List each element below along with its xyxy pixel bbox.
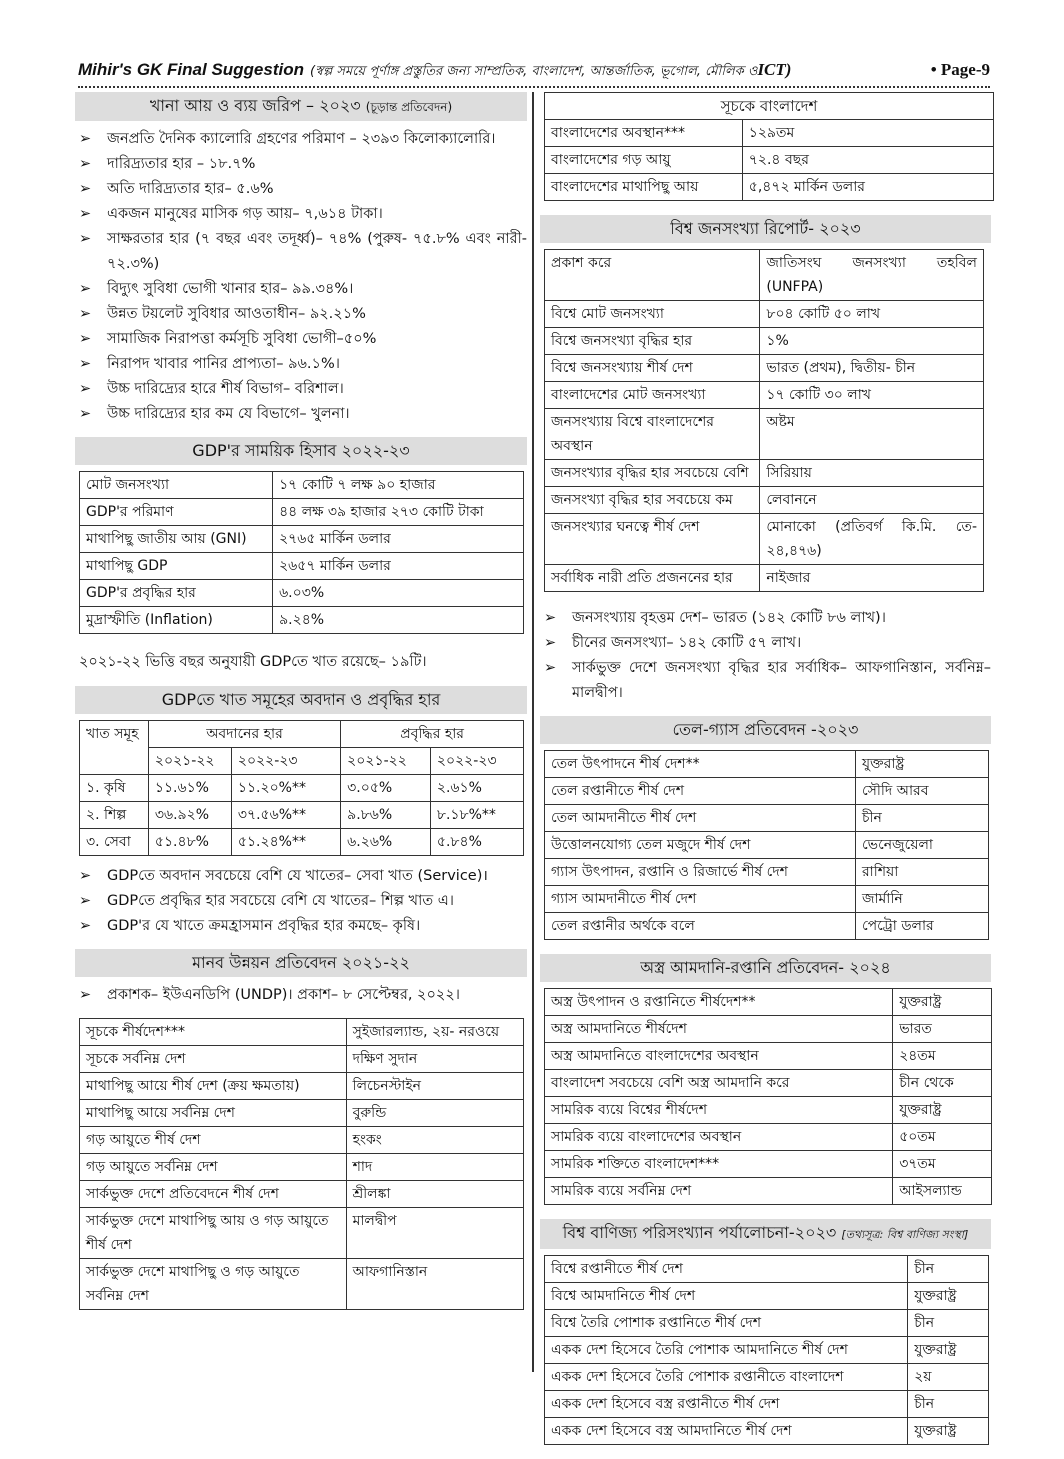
table-cell: প্রকাশ করে (545, 250, 760, 301)
table-cell: মাথাপিছু GDP (80, 553, 273, 580)
table-cell: লিচেনস্টাইন (346, 1073, 523, 1100)
data-table (544, 750, 989, 940)
section-header (540, 716, 991, 744)
section-subtitle: (চূড়ান্ত প্রতিবেদন) (365, 100, 453, 114)
table-row (80, 1259, 524, 1310)
table-row (80, 607, 524, 634)
table-cell: আফগানিস্তান (346, 1259, 523, 1310)
section-header (540, 215, 991, 243)
table-cell: ১২৯তম (742, 120, 993, 147)
table-row (80, 775, 524, 802)
list-item-text: GDP'র যে খাতে ক্রমহ্রাসমান প্রবৃদ্ধির হার কমছে– কৃষি। (107, 918, 421, 934)
table-row (545, 1391, 989, 1418)
section-title: GDPতে খাত সমূহের অবদান ও প্রবৃদ্ধির হার (161, 690, 441, 709)
arrowhead-right-icon: ➢ (544, 660, 557, 676)
table-caption-row (545, 93, 994, 120)
table-cell: জনসংখ্যার বৃদ্ধির হার সবচেয়ে বেশি (545, 460, 760, 487)
bullet-list (75, 864, 527, 939)
table-cell: যুক্তরাষ্ট্র (908, 1418, 989, 1445)
table-row (545, 250, 984, 301)
list-item-text: অতি দারিদ্র্যতার হার– ৫.৬% (107, 181, 274, 197)
table-row (545, 565, 984, 592)
table-cell: মুদ্রাস্ফীতি (Inflation) (80, 607, 273, 634)
list-item-text: GDPতে প্রবৃদ্ধির হার সবচেয়ে বেশি যে খাতের– শিল্প খাত এ। (107, 893, 454, 909)
table-row (545, 1043, 992, 1070)
table-cell: ৯.৮৬% (341, 802, 431, 829)
arrowhead-right-icon: ➢ (79, 381, 92, 397)
data-table (544, 92, 994, 201)
table-row (545, 805, 989, 832)
table-row (545, 989, 992, 1016)
list-item (75, 914, 527, 939)
table-cell: উত্তোলনযোগ্য তেল মজুদে শীর্ষ দেশ (545, 832, 856, 859)
table-row (545, 174, 994, 201)
table-row (80, 553, 524, 580)
list-item (75, 202, 527, 227)
column-header-sector: খাত সমূহ (80, 721, 149, 775)
table-cell: যুক্তরাষ্ট্র (908, 1337, 989, 1364)
table-cell: ২.৬১% (430, 775, 523, 802)
table-cell: বাংলাদেশের মাথাপিছু আয় (545, 174, 743, 201)
table-row (545, 1016, 992, 1043)
table-cell: দক্ষিণ সুদান (346, 1046, 523, 1073)
right-column (540, 92, 991, 1459)
arrowhead-right-icon: ➢ (79, 231, 92, 247)
list-item-text: নিরাপদ খাবার পানির প্রাপ্যতা– ৯৬.১%। (107, 356, 340, 372)
table-cell: নাইজার (760, 565, 984, 592)
table-row (545, 913, 989, 940)
arrowhead-right-icon: ➢ (79, 918, 92, 934)
table-cell: সার্কভুক্ত দেশে মাথাপিছু ও গড় আয়ুতে সর্বনিম্ন দেশ (80, 1259, 347, 1310)
arrowhead-right-icon: ➢ (79, 306, 92, 322)
table-cell: রাশিয়া (855, 859, 988, 886)
table-row (545, 1364, 989, 1391)
table-cell: জার্মানি (855, 886, 988, 913)
table-cell: গ্যাস উৎপাদন, রপ্তানি ও রিজার্ভে শীর্ষ দেশ (545, 859, 856, 886)
table-cell: ৩.০৫% (341, 775, 431, 802)
table-cell: ৬.০৩% (273, 580, 524, 607)
page-header (78, 60, 990, 86)
table-row (80, 580, 524, 607)
table-cell: চীন (908, 1310, 989, 1337)
list-item (540, 606, 991, 631)
list-item (75, 127, 527, 152)
table-cell: লেবাননে (760, 487, 984, 514)
table-cell: একক দেশ হিসেবে বস্ত্র রপ্তানীতে শীর্ষ দেশ (545, 1391, 908, 1418)
section-title: বিশ্ব জনসংখ্যা রিপোর্ট- ২০২৩ (670, 219, 861, 238)
table-row (80, 526, 524, 553)
table-row (545, 355, 984, 382)
column-header-year: ২০২১-২২ (341, 748, 431, 775)
table-cell: সূচকে সর্বনিম্ন দেশ (80, 1046, 347, 1073)
table-cell: সামরিক ব্যয়ে বাংলাদেশের অবস্থান (545, 1124, 893, 1151)
column-header-year: ২০২২-২৩ (231, 748, 340, 775)
table-cell: সুইজারল্যান্ড, ২য়- নরওয়ে (346, 1019, 523, 1046)
table-row (545, 487, 984, 514)
arrowhead-right-icon: ➢ (79, 356, 92, 372)
column-header-year: ২০২২-২৩ (430, 748, 523, 775)
table-row (80, 1046, 524, 1073)
list-item-text: চীনের জনসংখ্যা– ১৪২ কোটি ৫৭ লাখ। (572, 635, 802, 651)
table-row (545, 1124, 992, 1151)
list-item-text: সামাজিক নিরাপত্তা কর্মসূচি সুবিধা ভোগী–৫০% (107, 331, 377, 347)
data-table (544, 988, 992, 1205)
table-cell: গড় আয়ুতে শীর্ষ দেশ (80, 1127, 347, 1154)
arrowhead-right-icon: ➢ (79, 331, 92, 347)
column-header-growth: প্রবৃদ্ধির হার (341, 721, 524, 748)
table-cell: বিশ্বে মোট জনসংখ্যা (545, 301, 760, 328)
table-cell: সিরিয়ায় (760, 460, 984, 487)
table-cell: ২৪তম (893, 1043, 992, 1070)
table-row (80, 1208, 524, 1259)
table-cell: ৬.২৬% (341, 829, 431, 856)
table-row (545, 886, 989, 913)
table-cell: ৯.২৪% (273, 607, 524, 634)
data-table (79, 1018, 524, 1310)
table-cell: জনসংখ্যার ঘনত্বে শীর্ষ দেশ (545, 514, 760, 565)
table-cell: বিশ্বে রপ্তানীতে শীর্ষ দেশ (545, 1256, 908, 1283)
section-header (75, 949, 527, 977)
list-item-text: GDPতে অবদান সবচেয়ে বেশি যে খাতের– সেবা খাত (Service)। (107, 868, 488, 884)
table-cell: গড় আয়ুতে সর্বনিম্ন দেশ (80, 1154, 347, 1181)
table-cell: ২৭৬৫ মার্কিন ডলার (273, 526, 524, 553)
list-item (75, 352, 527, 377)
table-cell: জনসংখ্যায় বিশ্বে বাংলাদেশের অবস্থান (545, 409, 760, 460)
table-cell: ১১.৬১% (148, 775, 231, 802)
table-row (545, 1256, 989, 1283)
list-item (75, 277, 527, 302)
table-cell: ৫১.২৪%** (231, 829, 340, 856)
table-cell: ২৬৫৭ মার্কিন ডলার (273, 553, 524, 580)
table-row (545, 1337, 989, 1364)
table-header-row (80, 721, 524, 748)
section-title: বিশ্ব বাণিজ্য পরিসংখ্যান পর্যালোচনা-২০২৩ (562, 1223, 837, 1242)
list-item-text: উচ্চ দারিদ্র্যের হারে শীর্ষ বিভাগ– বরিশাল। (107, 381, 344, 397)
arrowhead-right-icon: ➢ (79, 281, 92, 297)
list-item (75, 864, 527, 889)
table-cell: বুরুন্ডি (346, 1100, 523, 1127)
table-cell: বিশ্বে জনসংখ্যা বৃদ্ধির হার (545, 328, 760, 355)
table-cell: ৩৭.৫৬%** (231, 802, 340, 829)
table-cell: সর্বাধিক নারী প্রতি প্রজননের হার (545, 565, 760, 592)
table-cell: পেট্রো ডলার (855, 913, 988, 940)
table-cell: যুক্তরাষ্ট্র (855, 751, 988, 778)
table-row (545, 328, 984, 355)
data-table (544, 1255, 989, 1445)
list-item-text: জনপ্রতি দৈনিক ক্যালোরি গ্রহণের পরিমাণ – ২৩৯৩ কিলোক্যালোরি। (107, 131, 496, 147)
table-cell: মোট জনসংখ্যা (80, 472, 273, 499)
arrowhead-right-icon: ➢ (79, 893, 92, 909)
table-cell: যুক্তরাষ্ট্র (893, 1097, 992, 1124)
table-cell: সামরিক ব্যয়ে সর্বনিম্ন দেশ (545, 1178, 893, 1205)
table-row (545, 1070, 992, 1097)
table-row (545, 1283, 989, 1310)
section-header (540, 954, 991, 982)
table-cell: বাংলাদেশের গড় আয়ু (545, 147, 743, 174)
table-cell: ২. শিল্প (80, 802, 149, 829)
note-text: ২০২১-২২ ভিত্তি বছর অনুযায়ী GDPতে খাত রয়েছে– ১৯টি। (79, 654, 427, 670)
table-row (545, 1178, 992, 1205)
table-cell: যুক্তরাষ্ট্র (908, 1283, 989, 1310)
table-cell: বাংলাদেশ সবচেয়ে বেশি অস্ত্র আমদানি করে (545, 1070, 893, 1097)
table-cell: জাতিসংঘ জনসংখ্যা তহবিল (UNFPA) (760, 250, 984, 301)
table-cell: ৫১.৪৮% (148, 829, 231, 856)
table-cell: জনসংখ্যা বৃদ্ধির হার সবচেয়ে কম (545, 487, 760, 514)
table-cell: তেল রপ্তানীর অর্থকে বলে (545, 913, 856, 940)
section-header (540, 1219, 991, 1249)
table-row (545, 859, 989, 886)
table-cell: বাংলাদেশের অবস্থান*** (545, 120, 743, 147)
list-item-text: উন্নত টয়লেট সুবিধার আওতাধীন– ৯২.২১% (107, 306, 366, 322)
table-row (80, 1127, 524, 1154)
list-item-text: একজন মানুষের মাসিক গড় আয়– ৭,৬১৪ টাকা। (107, 206, 383, 222)
arrowhead-right-icon: ➢ (79, 156, 92, 172)
list-item (540, 631, 991, 656)
data-table (544, 249, 984, 592)
table-row (545, 751, 989, 778)
column-divider (532, 92, 534, 1372)
table-cell: ৩৭তম (893, 1151, 992, 1178)
list-item (75, 152, 527, 177)
table-row (545, 1151, 992, 1178)
sector-table (79, 720, 524, 856)
table-cell: ভারত (প্রথম), দ্বিতীয়- চীন (760, 355, 984, 382)
list-item (75, 377, 527, 402)
table-cell: একক দেশ হিসেবে তৈরি পোশাক রপ্তানীতে বাংলাদেশ (545, 1364, 908, 1391)
table-cell: শ্রীলঙ্কা (346, 1181, 523, 1208)
table-cell: তেল উৎপাদনে শীর্ষ দেশ** (545, 751, 856, 778)
arrowhead-right-icon: ➢ (79, 406, 92, 422)
bullet-list (75, 127, 527, 427)
table-cell: বাংলাদেশের মোট জনসংখ্যা (545, 382, 760, 409)
table-cell: অস্ত্র উৎপাদন ও রপ্তানিতে শীর্ষদেশ** (545, 989, 893, 1016)
section-source: [তথ্যসূত্র: বিশ্ব বাণিজ্য সংস্থা] (841, 1228, 969, 1241)
table-row (545, 1310, 989, 1337)
table-row (80, 1019, 524, 1046)
table-row (80, 1154, 524, 1181)
table-cell: আইসল্যান্ড (893, 1178, 992, 1205)
table-row (545, 147, 994, 174)
section-title: অস্ত্র আমদানি-রপ্তানি প্রতিবেদন- ২০২৪ (640, 958, 891, 977)
header-subtitle-ict: ICT) (757, 60, 792, 79)
table-row (80, 1181, 524, 1208)
table-cell: মাথাপিছু জাতীয় আয় (GNI) (80, 526, 273, 553)
table-row (545, 382, 984, 409)
table-row (80, 472, 524, 499)
list-item (540, 656, 991, 706)
table-cell: তেল রপ্তানীতে শীর্ষ দেশ (545, 778, 856, 805)
table-cell: সামরিক শক্তিতে বাংলাদেশ*** (545, 1151, 893, 1178)
table-cell: ২য় (908, 1364, 989, 1391)
table-row (545, 1097, 992, 1124)
section-header (75, 92, 527, 121)
list-item-text: বিদ্যুৎ সুবিধা ভোগী খানার হার– ৯৯.৩৪%। (107, 281, 354, 297)
table-cell: চীন (855, 805, 988, 832)
list-item-text: প্রকাশক– ইউএনডিপি (UNDP)। প্রকাশ– ৮ সেপ্টেম্বর, ২০২২। (107, 987, 460, 1003)
table-cell: মোনাকো (প্রতিবর্গ কি.মি. তে- ২৪,৪৭৬) (760, 514, 984, 565)
list-item (75, 177, 527, 202)
table-cell: ১% (760, 328, 984, 355)
arrowhead-right-icon: ➢ (79, 206, 92, 222)
list-item-text: জনসংখ্যায় বৃহত্তম দেশ– ভারত (১৪২ কোটি ৮৬ লাখ)। (572, 610, 886, 626)
table-row (80, 802, 524, 829)
list-item-text: উচ্চ দারিদ্র্যের হার কম যে বিভাগে– খুলনা। (107, 406, 350, 422)
table-cell: ৭২.৪ বছর (742, 147, 993, 174)
table-row (80, 1100, 524, 1127)
table-row (80, 499, 524, 526)
table-cell: শাদ (346, 1154, 523, 1181)
column-header-contribution: অবদানের হার (148, 721, 340, 748)
table-row (545, 778, 989, 805)
table-row (545, 120, 994, 147)
data-table (79, 471, 524, 634)
table-caption: সূচকে বাংলাদেশ (545, 93, 994, 120)
table-cell: বিশ্বে তৈরি পোশাক রপ্তানিতে শীর্ষ দেশ (545, 1310, 908, 1337)
section-title: মানব উন্নয়ন প্রতিবেদন ২০২১-২২ (192, 953, 410, 972)
section-title: তেল-গ্যাস প্রতিবেদন -২০২৩ (672, 720, 859, 739)
table-cell: GDP'র পরিমাণ (80, 499, 273, 526)
table-cell: ৪৪ লক্ষ ৩৯ হাজার ২৭৩ কোটি টাকা (273, 499, 524, 526)
table-cell: ৫,৪৭২ মার্কিন ডলার (742, 174, 993, 201)
table-cell: ৩. সেবা (80, 829, 149, 856)
table-cell: সামরিক ব্যয়ে বিশ্বের শীর্ষদেশ (545, 1097, 893, 1124)
table-cell: ৫.৮৪% (430, 829, 523, 856)
table-cell: মালদ্বীপ (346, 1208, 523, 1259)
section-header (75, 437, 527, 465)
page-number: • Page-9 (930, 60, 990, 79)
table-row (545, 460, 984, 487)
brand-title: Mihir's GK Final Suggestion (78, 60, 304, 79)
table-cell: হংকং (346, 1127, 523, 1154)
table-row (545, 832, 989, 859)
table-cell: চীন (908, 1256, 989, 1283)
left-column (75, 92, 527, 1324)
arrowhead-right-icon: ➢ (79, 131, 92, 147)
bullet-list (540, 606, 991, 706)
table-cell: সার্কভুক্ত দেশে প্রতিবেদনে শীর্ষ দেশ (80, 1181, 347, 1208)
section-header (75, 686, 527, 714)
table-cell: যুক্তরাষ্ট্র (893, 989, 992, 1016)
table-cell: সার্কভুক্ত দেশে মাথাপিছু আয় ও গড় আয়ুতে শীর্ষ দেশ (80, 1208, 347, 1259)
arrowhead-right-icon: ➢ (79, 868, 92, 884)
table-cell: সূচকে শীর্ষদেশ*** (80, 1019, 347, 1046)
table-cell: মাথাপিছু আয়ে সর্বনিম্ন দেশ (80, 1100, 347, 1127)
table-cell: ১১.২০%** (231, 775, 340, 802)
table-cell: ৩৬.৯২% (148, 802, 231, 829)
table-cell: চীন (908, 1391, 989, 1418)
arrowhead-right-icon: ➢ (544, 610, 557, 626)
table-cell: ৮০৪ কোটি ৫০ লাখ (760, 301, 984, 328)
table-cell: বিশ্বে জনসংখ্যায় শীর্ষ দেশ (545, 355, 760, 382)
table-cell: অস্ত্র আমদানিতে শীর্ষদেশ (545, 1016, 893, 1043)
table-cell: GDP'র প্রবৃদ্ধির হার (80, 580, 273, 607)
table-cell: অস্ত্র আমদানিতে বাংলাদেশের অবস্থান (545, 1043, 893, 1070)
list-item (75, 889, 527, 914)
table-cell: একক দেশ হিসেবে বস্ত্র আমদানিতে শীর্ষ দেশ (545, 1418, 908, 1445)
section-title: খানা আয় ও ব্যয় জরিপ – ২০২৩ (149, 96, 361, 115)
table-cell: একক দেশ হিসেবে তৈরি পোশাক আমদানিতে শীর্ষ দেশ (545, 1337, 908, 1364)
table-cell: সৌদি আরব (855, 778, 988, 805)
table-row (545, 409, 984, 460)
list-item (75, 983, 527, 1008)
list-item-text: দারিদ্র্যতার হার – ১৮.৭% (107, 156, 256, 172)
table-cell: মাথাপিছু আয়ে শীর্ষ দেশ (ক্রয় ক্ষমতায়) (80, 1073, 347, 1100)
list-item (75, 302, 527, 327)
column-header-year: ২০২১-২২ (148, 748, 231, 775)
list-item (75, 327, 527, 352)
table-row (545, 1418, 989, 1445)
list-item (75, 402, 527, 427)
table-row (80, 1073, 524, 1100)
table-cell: ১৭ কোটি ৩০ লাখ (760, 382, 984, 409)
table-row (80, 829, 524, 856)
bullet-list (75, 983, 527, 1008)
arrowhead-right-icon: ➢ (79, 181, 92, 197)
arrowhead-right-icon: ➢ (79, 987, 92, 1003)
list-item-text: সাক্ষরতার হার (৭ বছর এবং তদূর্ধ্ব)– ৭৪% (পুরুষ- ৭৫.৮% এবং নারী- ৭২.৩%) (107, 231, 527, 272)
table-cell: ১৭ কোটি ৭ লক্ষ ৯০ হাজার (273, 472, 524, 499)
table-cell: গ্যাস আমদানীতে শীর্ষ দেশ (545, 886, 856, 913)
arrowhead-right-icon: ➢ (544, 635, 557, 651)
table-row (545, 514, 984, 565)
section-title: GDP'র সাময়িক হিসাব ২০২২-২৩ (192, 441, 410, 460)
list-item-text: সার্কভুক্ত দেশে জনসংখ্যা বৃদ্ধির হার সর্বাধিক– আফগানিস্তান, সর্বনিম্ন– মালদ্বীপ। (572, 660, 991, 701)
table-cell: ৮.১৮%** (430, 802, 523, 829)
table-row (545, 301, 984, 328)
table-cell: অষ্টম (760, 409, 984, 460)
table-cell: ১. কৃষি (80, 775, 149, 802)
table-cell: তেল আমদানীতে শীর্ষ দেশ (545, 805, 856, 832)
header-subtitle: (স্বল্প সময়ে পূর্ণাঙ্গ প্রস্তুতির জন্য সাম্প্রতিক, বাংলাদেশ, আন্তর্জাতিক, ভূগোল, মৌলিক ও (310, 64, 758, 79)
table-cell: ভেনেজুয়েলা (855, 832, 988, 859)
table-cell: বিশ্বে আমদানিতে শীর্ষ দেশ (545, 1283, 908, 1310)
table-cell: চীন থেকে (893, 1070, 992, 1097)
list-item (75, 227, 527, 277)
dotted-divider (78, 86, 990, 88)
table-cell: ৫০তম (893, 1124, 992, 1151)
table-cell: ভারত (893, 1016, 992, 1043)
